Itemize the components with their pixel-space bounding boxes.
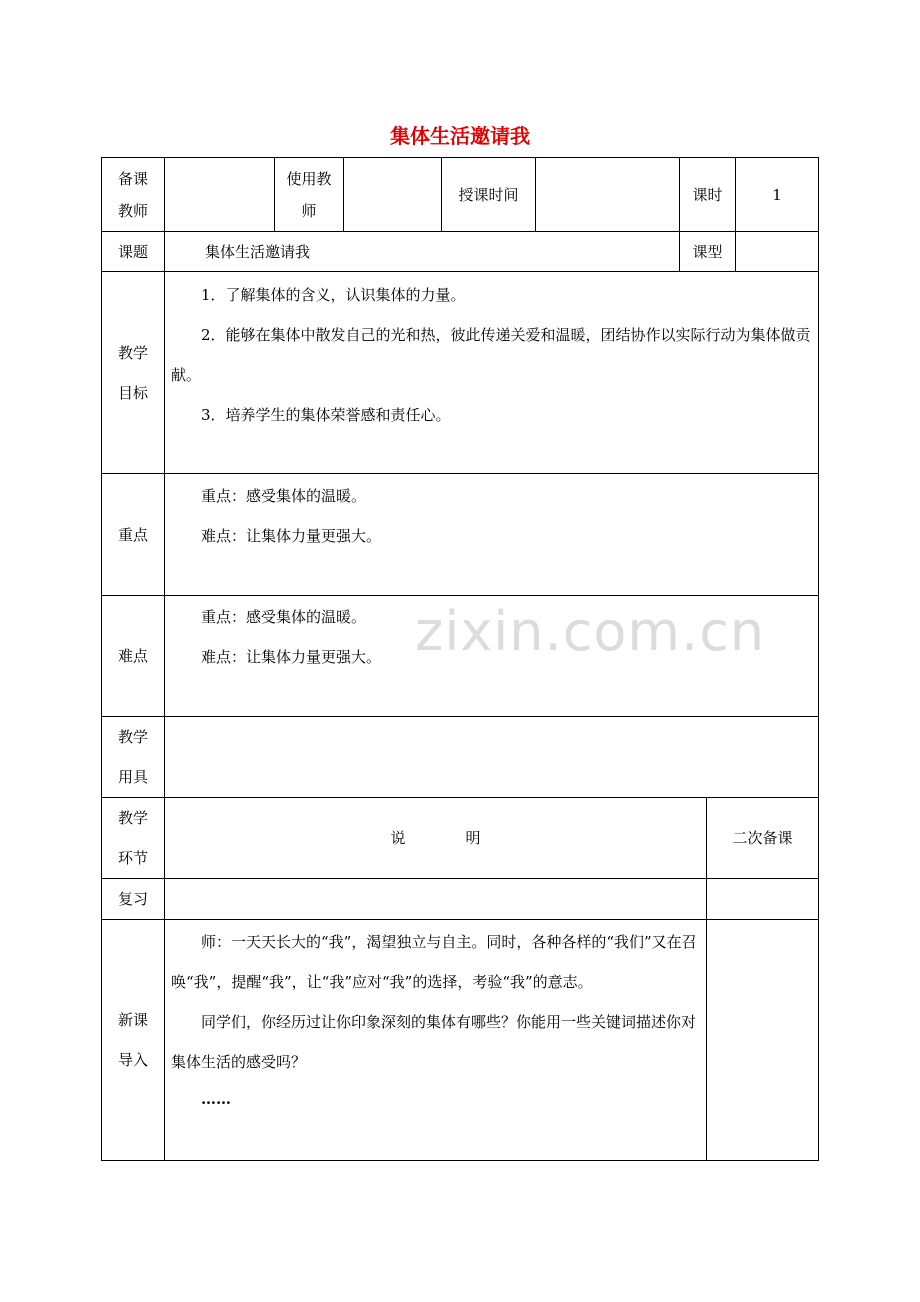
prep-teacher-label: 备课教师 bbox=[117, 169, 148, 220]
difficulties-label: 难点 bbox=[117, 647, 148, 665]
intro-ellipsis: …… bbox=[201, 1090, 231, 1108]
explanation-header: 说 明 bbox=[390, 829, 481, 847]
second-prep-header: 二次备课 bbox=[732, 829, 793, 847]
key-points-label: 重点 bbox=[117, 525, 148, 544]
intro-content bbox=[171, 922, 701, 1116]
lesson-type-value[interactable] bbox=[736, 232, 818, 271]
tools-value[interactable] bbox=[165, 717, 818, 797]
difficulty-line: 重点：感受集体的温暖。 bbox=[201, 608, 367, 626]
review-second-prep[interactable] bbox=[707, 879, 818, 919]
objective-item: 3．培养学生的集体荣誉感和责任心。 bbox=[201, 406, 451, 424]
review-label: 复习 bbox=[117, 890, 148, 908]
periods-label: 课时 bbox=[692, 185, 723, 204]
review-value[interactable] bbox=[165, 879, 706, 919]
difficulties-content bbox=[171, 597, 813, 677]
document-title: 集体生活邀请我 bbox=[390, 124, 530, 148]
key-point-line: 难点：让集体力量更强大。 bbox=[201, 527, 382, 545]
key-points-content bbox=[171, 476, 813, 556]
intro-label: 新课导入 bbox=[117, 1011, 148, 1069]
intro-paragraph: 同学们，你经历过让你印象深刻的集体有哪些？你能用一些关键词描述你对集体生活的感受吗？ bbox=[171, 1013, 697, 1071]
tools-label: 教学用具 bbox=[117, 728, 148, 786]
lesson-type-label: 课型 bbox=[692, 242, 723, 261]
objective-item: 1．了解集体的含义，认识集体的力量。 bbox=[201, 286, 466, 304]
prep-teacher-value[interactable] bbox=[165, 158, 274, 231]
periods-value: 1 bbox=[772, 185, 782, 204]
intro-second-prep[interactable] bbox=[707, 920, 818, 1160]
process-label: 教学环节 bbox=[117, 809, 148, 867]
using-teacher-value[interactable] bbox=[344, 158, 441, 231]
class-time-value[interactable] bbox=[536, 158, 679, 231]
using-teacher-label: 使用教师 bbox=[286, 169, 332, 220]
topic-label: 课题 bbox=[117, 242, 148, 261]
intro-paragraph: 师：一天天长大的“我”，渴望独立与自主。同时，各种各样的“我们”又在召唤“我”，提醒“我”，让“我”应对“我”的选择，考验“我”的意志。 bbox=[171, 933, 697, 991]
objective-item: 2．能够在集体中散发自己的光和热，彼此传递关爱和温暖，团结协作以实际行动为集体做贡献。 bbox=[171, 326, 811, 384]
key-point-line: 重点：感受集体的温暖。 bbox=[201, 487, 367, 505]
difficulty-line: 难点：让集体力量更强大。 bbox=[201, 648, 382, 666]
class-time-label: 授课时间 bbox=[458, 185, 519, 204]
topic-value: 集体生活邀请我 bbox=[205, 243, 311, 261]
objectives-label: 教学目标 bbox=[117, 343, 148, 402]
objectives-content bbox=[171, 275, 813, 435]
watermark: zixin.com.cn bbox=[415, 600, 766, 663]
